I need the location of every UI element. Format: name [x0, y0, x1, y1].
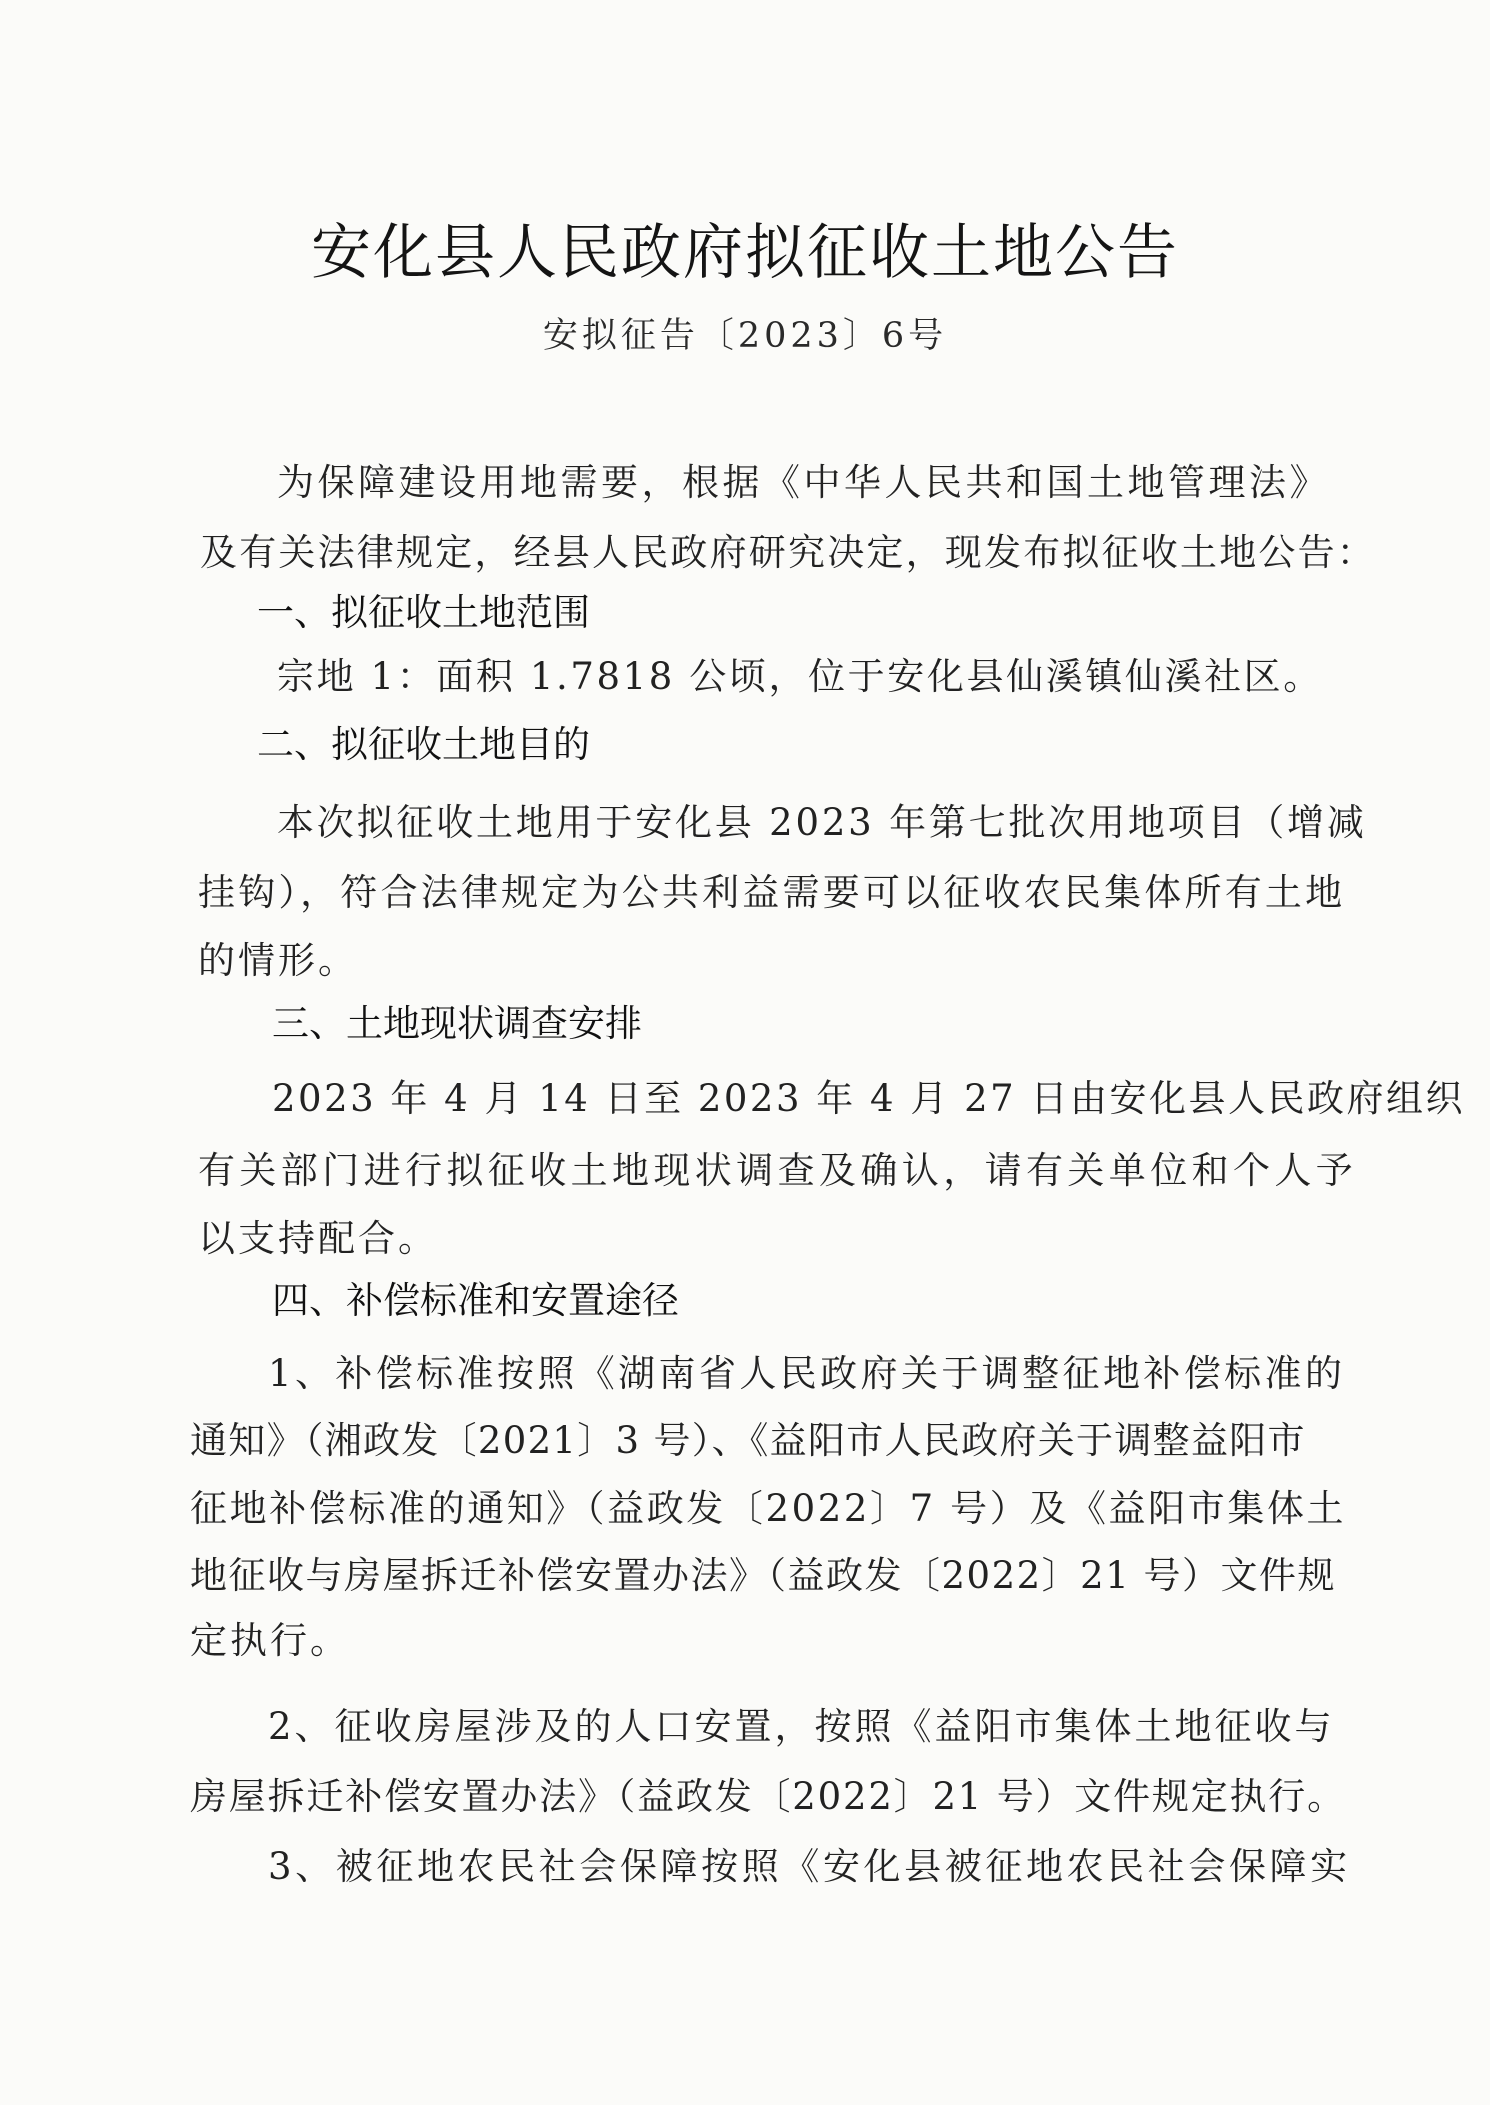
- document-number: 安拟征告〔2023〕6号: [542, 316, 948, 356]
- section-line: 3、被征地农民社会保障按照《安化县被征地农民社会保障实: [268, 1845, 1351, 1888]
- section-line: 本次拟征收土地用于安化县 2023 年第七批次用地项目（增减: [277, 801, 1367, 844]
- section-heading: 四、补偿标准和安置途径: [272, 1279, 679, 1322]
- section-line: 2、征收房屋涉及的人口安置，按照《益阳市集体土地征收与: [268, 1705, 1335, 1748]
- section-line: 地征收与房屋拆迁补偿安置办法》（益政发〔2022〕21 号）文件规: [190, 1554, 1337, 1597]
- section-heading: 一、拟征收土地范围: [257, 591, 590, 634]
- section-line: 以支持配合。: [198, 1217, 438, 1260]
- section-line: 有关部门进行拟征收土地现状调查及确认，请有关单位和个人予: [198, 1149, 1358, 1192]
- section-heading: 三、土地现状调查安排: [272, 1002, 642, 1045]
- page-title: 安化县人民政府拟征收土地公告: [311, 218, 1179, 288]
- section-line: 定执行。: [190, 1619, 350, 1662]
- section-line: 挂钩），符合法律规定为公共利益需要可以征收农民集体所有土地: [198, 871, 1346, 914]
- intro-line: 为保障建设用地需要，根据《中华人民共和国土地管理法》: [277, 461, 1330, 504]
- section-line: 的情形。: [198, 939, 358, 982]
- section-line: 房屋拆迁补偿安置办法》（益政发〔2022〕21 号）文件规定执行。: [190, 1775, 1346, 1818]
- section-heading: 二、拟征收土地目的: [257, 723, 590, 766]
- section-line: 宗地 1：面积 1.7818 公顷，位于安化县仙溪镇仙溪社区。: [277, 655, 1323, 698]
- section-line: 征地补偿标准的通知》（益政发〔2022〕7 号）及《益阳市集体土: [190, 1487, 1347, 1530]
- intro-line: 及有关法律规定，经县人民政府研究决定，现发布拟征收土地公告：: [200, 531, 1376, 574]
- section-line: 通知》（湘政发〔2021〕3 号）、《益阳市人民政府关于调整益阳市: [190, 1419, 1306, 1462]
- section-line: 1、补偿标准按照《湖南省人民政府关于调整征地补偿标准的: [268, 1352, 1346, 1395]
- section-line: 2023 年 4 月 14 日至 2023 年 4 月 27 日由安化县人民政府组织: [272, 1077, 1465, 1120]
